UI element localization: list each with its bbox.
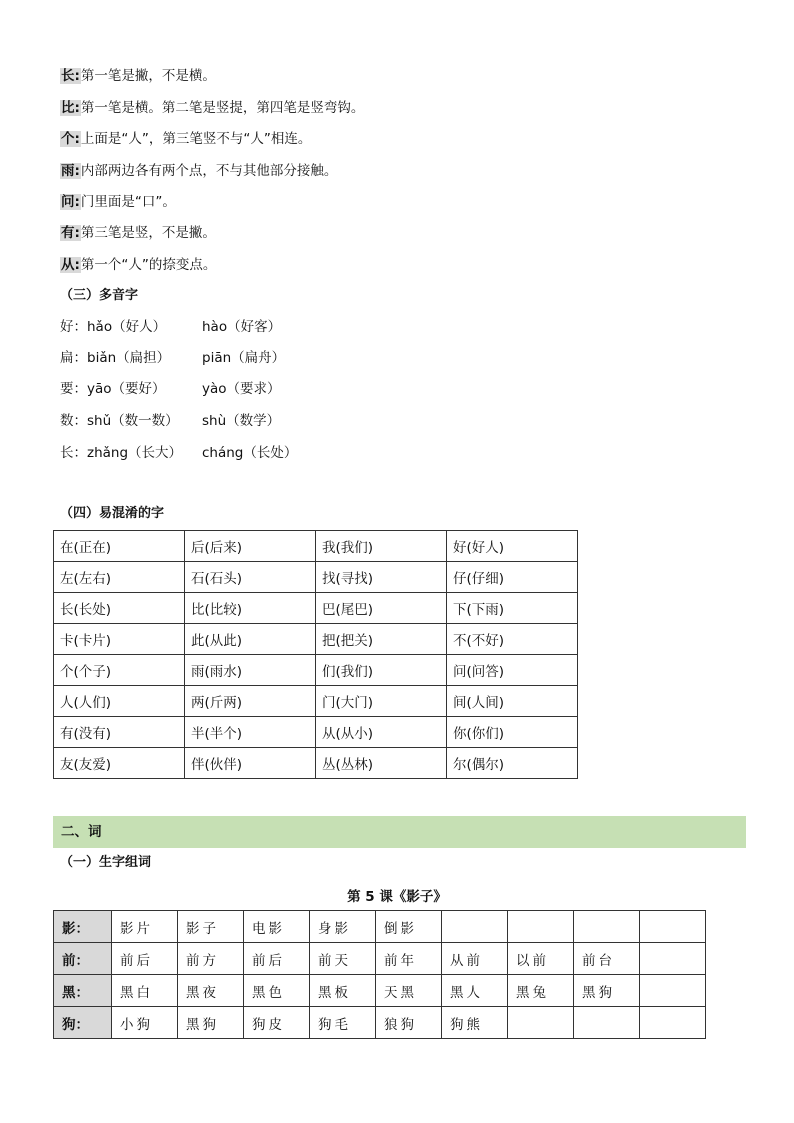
word-cell — [442, 911, 508, 943]
table-cell: 门(大门) — [316, 686, 447, 717]
word-cell — [640, 1007, 706, 1039]
polyphone-row — [60, 379, 281, 399]
table-row — [54, 686, 578, 717]
word-cell: 狼狗 — [376, 1007, 442, 1039]
stroke-note — [60, 98, 364, 118]
word-cell: 前年 — [376, 943, 442, 975]
table-cell: 不(不好) — [447, 624, 578, 655]
word-cell: 黑狗 — [574, 975, 640, 1007]
table-row — [54, 975, 706, 1007]
table-cell: 丛(丛林) — [316, 748, 447, 779]
polyphone-reading: 扁：biǎn（扁担） — [60, 350, 171, 366]
note-char: 个: — [61, 131, 80, 147]
polyphone-reading: yào（要求） — [202, 381, 281, 397]
word-cell: 从前 — [442, 943, 508, 975]
word-row-head: 黑： — [54, 975, 112, 1007]
word-cell: 黑人 — [442, 975, 508, 1007]
polyphone-row — [60, 443, 297, 463]
word-cell: 狗皮 — [244, 1007, 310, 1039]
lesson-title: 第 5 课《影子》 — [347, 889, 447, 905]
word-cell — [640, 975, 706, 1007]
word-cell: 前台 — [574, 943, 640, 975]
stroke-note — [60, 129, 311, 149]
table-cell: 卡(卡片) — [54, 624, 185, 655]
table-row — [54, 1007, 706, 1039]
word-cell — [640, 943, 706, 975]
table-cell: 从(从小) — [316, 717, 447, 748]
table-cell: 后(后来) — [185, 531, 316, 562]
note-text: 第一笔是撇，不是横。 — [80, 68, 216, 84]
word-cell: 身影 — [310, 911, 376, 943]
word-cell: 黑白 — [112, 975, 178, 1007]
word-cell — [574, 911, 640, 943]
table-cell: 两(斤两) — [185, 686, 316, 717]
note-char: 有: — [61, 225, 80, 241]
word-row-head: 狗： — [54, 1007, 112, 1039]
table-cell: 我(我们) — [316, 531, 447, 562]
table-row — [54, 593, 578, 624]
word-cell: 影片 — [112, 911, 178, 943]
stroke-note — [60, 255, 216, 275]
table-cell: 雨(雨水) — [185, 655, 316, 686]
note-text: 上面是“人”，第三笔竖不与“人”相连。 — [80, 131, 312, 147]
stroke-note — [60, 223, 216, 243]
table-cell: 尔(偶尔) — [447, 748, 578, 779]
word-cell: 狗毛 — [310, 1007, 376, 1039]
table-cell: 比(比较) — [185, 593, 316, 624]
note-text: 第一个“人”的捺变点。 — [80, 257, 217, 273]
table-cell: 石(石头) — [185, 562, 316, 593]
table-cell: 们(我们) — [316, 655, 447, 686]
note-char: 比: — [61, 100, 80, 116]
table-cell: 有(没有) — [54, 717, 185, 748]
word-cell: 前天 — [310, 943, 376, 975]
word-cell: 天黑 — [376, 975, 442, 1007]
stroke-note — [60, 66, 216, 86]
word-cell: 黑板 — [310, 975, 376, 1007]
section-two-title: 二、词 — [53, 816, 746, 848]
polyphone-row — [60, 411, 280, 431]
note-char: 从: — [61, 257, 80, 273]
polyphone-row — [60, 348, 285, 368]
polyphone-reading: 长：zhǎng（长大） — [60, 445, 183, 461]
word-cell: 黑兔 — [508, 975, 574, 1007]
table-cell: 友(友爱) — [54, 748, 185, 779]
table-cell: 左(左右) — [54, 562, 185, 593]
note-text: 门里面是“口”。 — [80, 194, 176, 210]
polyphone-reading: piān（扁舟） — [202, 350, 286, 366]
word-cell: 以前 — [508, 943, 574, 975]
table-cell: 把(把关) — [316, 624, 447, 655]
table-cell: 此(从此) — [185, 624, 316, 655]
polyphone-reading: shù（数学） — [202, 413, 281, 429]
table-row — [54, 717, 578, 748]
table-cell: 伴(伙伴) — [185, 748, 316, 779]
confusable-table — [53, 530, 578, 779]
polyphone-row — [60, 317, 281, 337]
word-cell: 黑夜 — [178, 975, 244, 1007]
table-row — [54, 624, 578, 655]
word-cell: 前方 — [178, 943, 244, 975]
table-row — [54, 531, 578, 562]
word-cell — [508, 1007, 574, 1039]
note-text: 第三笔是竖，不是撇。 — [80, 225, 216, 241]
polyphones-heading: （三）多音字 — [60, 288, 139, 303]
word-cell — [508, 911, 574, 943]
word-heading: （一）生字组词 — [60, 855, 152, 870]
table-cell: 在(正在) — [54, 531, 185, 562]
word-cell: 前后 — [244, 943, 310, 975]
table-cell: 人(人们) — [54, 686, 185, 717]
stroke-note — [60, 192, 176, 212]
table-cell: 你(你们) — [447, 717, 578, 748]
note-char: 雨: — [61, 163, 80, 179]
word-cell: 狗熊 — [442, 1007, 508, 1039]
table-row — [54, 911, 706, 943]
table-row — [54, 655, 578, 686]
table-cell: 间(人间) — [447, 686, 578, 717]
table-row — [54, 748, 578, 779]
note-char: 长: — [61, 68, 80, 84]
word-table — [53, 910, 706, 1039]
word-cell: 倒影 — [376, 911, 442, 943]
polyphone-reading: 要：yāo（要好） — [60, 381, 166, 397]
word-cell: 电影 — [244, 911, 310, 943]
table-cell: 下(下雨) — [447, 593, 578, 624]
word-cell — [574, 1007, 640, 1039]
table-cell: 半(半个) — [185, 717, 316, 748]
word-cell: 黑狗 — [178, 1007, 244, 1039]
table-cell: 找(寻找) — [316, 562, 447, 593]
polyphone-reading: cháng（长处） — [202, 445, 298, 461]
stroke-note — [60, 161, 337, 181]
table-cell: 长(长处) — [54, 593, 185, 624]
word-cell: 前后 — [112, 943, 178, 975]
table-cell: 仔(仔细) — [447, 562, 578, 593]
table-cell: 好(好人) — [447, 531, 578, 562]
word-cell: 黑色 — [244, 975, 310, 1007]
word-cell — [640, 911, 706, 943]
polyphone-reading: 好：hǎo（好人） — [60, 319, 167, 335]
table-cell: 个(个子) — [54, 655, 185, 686]
word-row-head: 前： — [54, 943, 112, 975]
word-cell: 小狗 — [112, 1007, 178, 1039]
table-cell: 问(问答) — [447, 655, 578, 686]
word-row-head: 影： — [54, 911, 112, 943]
note-text: 内部两边各有两个点，不与其他部分接触。 — [80, 163, 338, 179]
polyphone-reading: 数：shǔ（数一数） — [60, 413, 179, 429]
table-row — [54, 943, 706, 975]
table-row — [54, 562, 578, 593]
note-text: 第一笔是横。第二笔是竖提，第四笔是竖弯钩。 — [80, 100, 365, 116]
table-cell: 巴(尾巴) — [316, 593, 447, 624]
confusable-heading: （四）易混淆的字 — [60, 506, 165, 521]
polyphone-reading: hào（好客） — [202, 319, 282, 335]
note-char: 问: — [61, 194, 80, 210]
word-cell: 影子 — [178, 911, 244, 943]
